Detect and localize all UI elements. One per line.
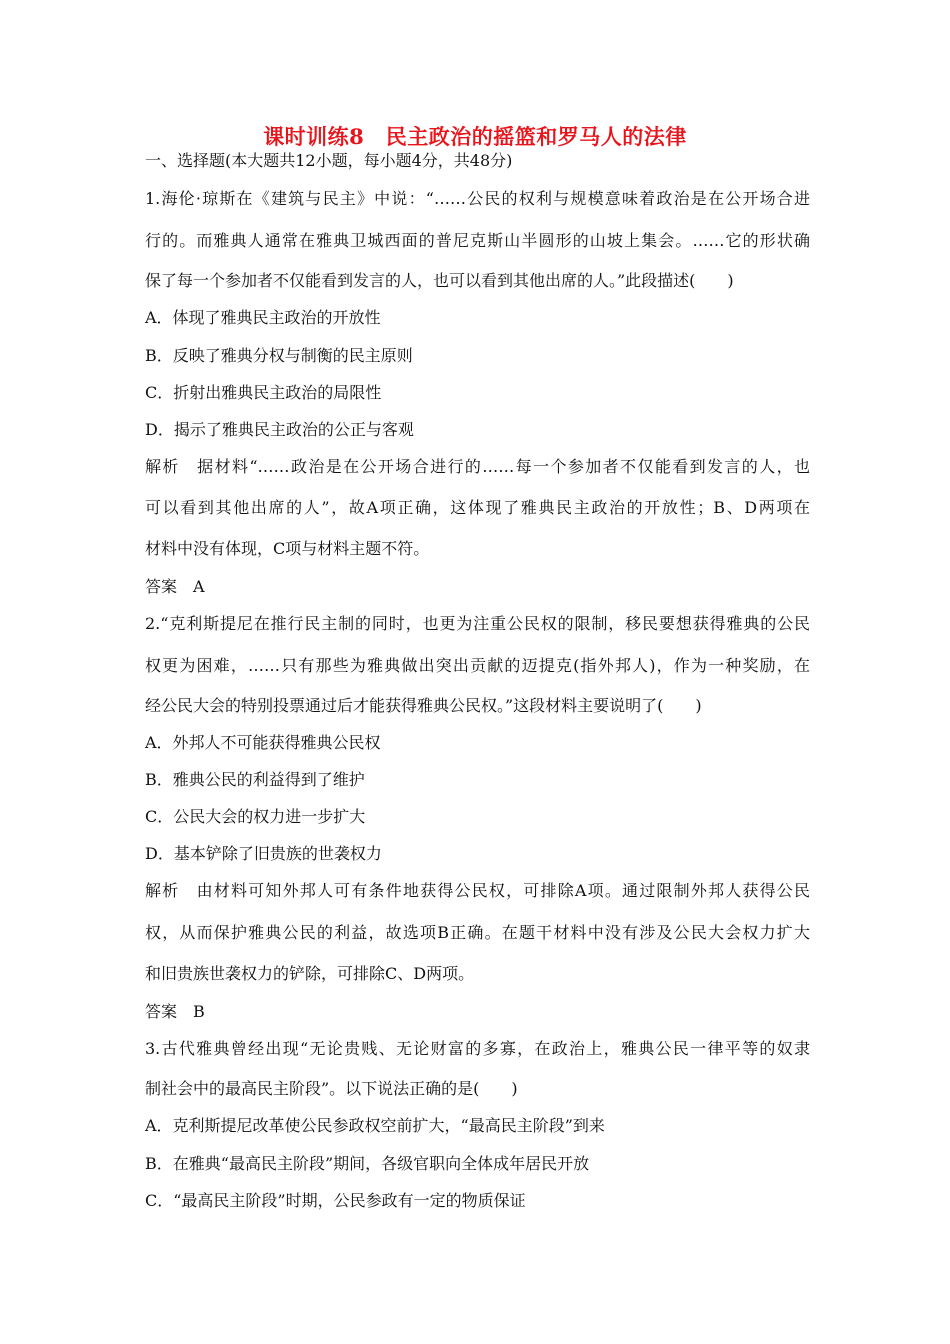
q2-answer: 答案 B bbox=[145, 1002, 205, 1021]
q1-option-d: D．揭示了雅典民主政治的公正与客观 bbox=[145, 420, 414, 439]
q1-analysis-line: 可以看到其他出席的人”，故A项正确，这体现了雅典民主政治的开放性；B、D两项在 bbox=[145, 498, 810, 517]
q3-option-c: C．“最高民主阶段”时期，公民参政有一定的物质保证 bbox=[145, 1191, 526, 1210]
q2-analysis-line: 和旧贵族世袭权力的铲除，可排除C、D两项。 bbox=[145, 964, 475, 983]
q2-option-a: A．外邦人不可能获得雅典公民权 bbox=[145, 733, 381, 752]
q1-analysis-line: 材料中没有体现，C项与材料主题不符。 bbox=[145, 539, 430, 558]
q1-stem-line: 保了每一个参加者不仅能看到发言的人，也可以看到其他出席的人。”此段描述( ) bbox=[145, 271, 734, 290]
q1-analysis-line: 解析 据材料“……政治是在公开场合进行的……每一个参加者不仅能看到发言的人，也 bbox=[145, 457, 810, 476]
q2-analysis-line: 解析 由材料可知外邦人可有条件地获得公民权，可排除A项。通过限制外邦人获得公民 bbox=[145, 881, 810, 900]
q3-option-b: B．在雅典“最高民主阶段”期间，各级官职向全体成年居民开放 bbox=[145, 1154, 590, 1173]
q3-stem-line: 3.古代雅典曾经出现“无论贵贱、无论财富的多寡，在政治上，雅典公民一律平等的奴隶 bbox=[145, 1039, 810, 1058]
q3-stem-line: 制社会中的最高民主阶段”。以下说法正确的是( ) bbox=[145, 1079, 518, 1098]
q1-stem-line: 行的。而雅典人通常在雅典卫城西面的普尼克斯山半圆形的山坡上集会。……它的形状确 bbox=[145, 231, 810, 250]
q1-option-b: B．反映了雅典分权与制衡的民主原则 bbox=[145, 346, 413, 365]
q1-stem-line: 1.海伦·琼斯在《建筑与民主》中说：“……公民的权利与规模意味着政治是在公开场合进 bbox=[145, 189, 810, 208]
q2-option-c: C．公民大会的权力进一步扩大 bbox=[145, 807, 366, 826]
q1-answer: 答案 A bbox=[145, 577, 205, 596]
q2-stem-line: 经公民大会的特别投票通过后才能获得雅典公民权。”这段材料主要说明了( ) bbox=[145, 696, 702, 715]
q1-option-c: C．折射出雅典民主政治的局限性 bbox=[145, 383, 382, 402]
q2-analysis-line: 权，从而保护雅典公民的利益，故选项B正确。在题干材料中没有涉及公民大会权力扩大 bbox=[145, 923, 810, 942]
q2-stem-line: 权更为困难，……只有那些为雅典做出突出贡献的迈提克(指外邦人)，作为一种奖励，在 bbox=[145, 656, 810, 675]
q2-option-b: B．雅典公民的利益得到了维护 bbox=[145, 770, 365, 789]
q2-stem-line: 2.“克利斯提尼在推行民主制的同时，也更为注重公民权的限制，移民要想获得雅典的公民 bbox=[145, 614, 810, 633]
page-title: 课时训练8 民主政治的摇篮和罗马人的法律 bbox=[263, 124, 687, 149]
q1-option-a: A．体现了雅典民主政治的开放性 bbox=[145, 308, 381, 327]
section-heading: 一、选择题(本大题共12小题，每小题4分，共48分) bbox=[145, 151, 513, 170]
q2-option-d: D．基本铲除了旧贵族的世袭权力 bbox=[145, 844, 382, 863]
q3-option-a: A．克利斯提尼改革使公民参政权空前扩大，“最高民主阶段”到来 bbox=[145, 1116, 605, 1135]
